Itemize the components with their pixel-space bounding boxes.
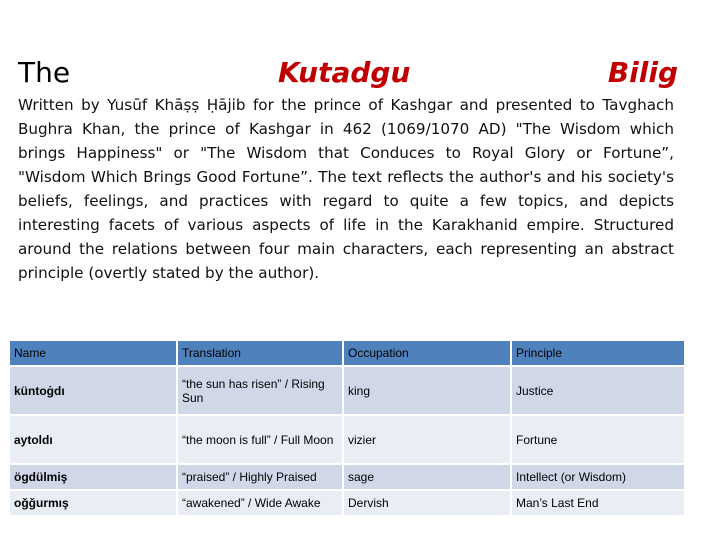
title-the: The: [18, 55, 71, 89]
header-translation: Translation: [177, 340, 343, 366]
page-title: [18, 50, 678, 94]
table-row: [9, 490, 685, 516]
table-row: [9, 464, 685, 490]
cell-translation: “praised” / Highly Praised: [177, 464, 343, 490]
cell-translation: “awakened” / Wide Awake: [177, 490, 343, 516]
cell-principle: Man’s Last End: [511, 490, 685, 516]
table-row: [9, 415, 685, 464]
cell-principle: Fortune: [511, 415, 685, 464]
cell-principle: Justice: [511, 366, 685, 415]
header-occupation: Occupation: [343, 340, 511, 366]
title-bilig: Bilig: [607, 55, 678, 89]
cell-name: ögdülmiş: [9, 464, 177, 490]
cell-principle: Intellect (or Wisdom): [511, 464, 685, 490]
description-paragraph: Written by Yusūf Khāṣṣ Ḥājib for the prince of Kashgar and presented to Tavghach Bughra Khan, the prince of Kashgar in 462 (1069/1070 AD) "The Wisdom which brings Happiness" or "The Wisdom that Conduces to Royal Glory or Fortune”, "Wisdom Which Brings Good Fortune”. The text reflects the author's and his society's beliefs, feelings, and practices with regard to quite a few topics, and depicts interesting facets of various aspects of life in the Karakhanid empire. Structured around the relations between four main characters, each representing an abstract principle (overtly stated by the author).: [18, 96, 674, 282]
cell-name: küntoġdı: [9, 366, 177, 415]
cell-translation: “the sun has risen” / Rising Sun: [177, 366, 343, 415]
header-name: Name: [9, 340, 177, 366]
cell-name: aytoldı: [9, 415, 177, 464]
cell-occupation: sage: [343, 464, 511, 490]
cell-occupation: Dervish: [343, 490, 511, 516]
cell-occupation: king: [343, 366, 511, 415]
table-header-row: [9, 340, 685, 366]
title-kutadgu: Kutadgu: [278, 55, 411, 89]
cell-name: oǧǧurmış: [9, 490, 177, 516]
cell-translation: “the moon is full” / Full Moon: [177, 415, 343, 464]
header-principle: Principle: [511, 340, 685, 366]
characters-table: [9, 340, 685, 516]
cell-occupation: vizier: [343, 415, 511, 464]
table-row: [9, 366, 685, 415]
